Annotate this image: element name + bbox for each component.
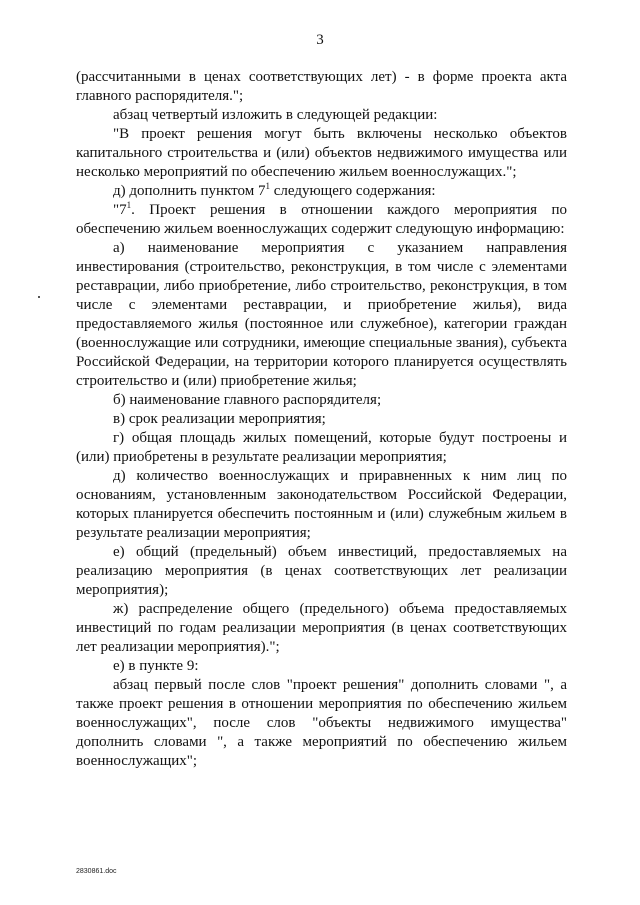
- paragraph-abzac-fourth: абзац четвертый изложить в следующей редакции:: [113, 107, 438, 123]
- footer-doc-id: 2830861.doc: [76, 868, 117, 875]
- paragraph-item-e-point-9: е) в пункте 9:: [113, 658, 199, 674]
- paragraph-item-b: б) наименование главного распорядителя;: [113, 392, 382, 408]
- clause-7-1-number: "7: [113, 202, 127, 218]
- paragraph-abzac-first: абзац первый после слов "проект решения" дополнить словами ", а также проект решения в отношении мероприятия по обеспечению жильем военнослужащих", после слов "объекты недвижимого имущества" дополнить словами ", а также мероприятий по обеспечению жильем военнослужащих";: [76, 677, 567, 769]
- paragraph-item-zh: ж) распределение общего (предельного) объема предоставляемых инвестиций по годам реализации мероприятия (в ценах соответствующих лет реализации мероприятия).";: [76, 601, 567, 655]
- superscript-1: 1: [265, 181, 270, 191]
- superscript-1: 1: [126, 200, 132, 210]
- paragraph-clause-7-1: [76, 201, 567, 239]
- paragraph-item-d-count: д) количество военнослужащих и приравненных к ним лиц по основаниям, установленным законодательством Российской Федерации, которых планируется обеспечить постоянным и (или) служебным жильем в результате реализации мероприятия;: [76, 468, 567, 541]
- item-d-text: д) дополнить пунктом 7: [113, 183, 266, 199]
- paragraph-item-a: а) наименование мероприятия с указанием направления инвестирования (строительство, реконструкция, в том числе с элементами реставрации, либо приобретение, либо строительство, реконструкция, в том числе с элементами реставрации, и приобретение жилья), вида предоставляемого жилья (постоянное или служебное), категории граждан (военнослужащие или сотрудники, имеющие специальные звания), субъекта Российской Федерации, на территории которого планируется осуществлять строительство и (или) приобретение жилья;: [76, 240, 567, 389]
- paragraph-item-v: в) срок реализации мероприятия;: [113, 411, 326, 427]
- document-body: [76, 68, 567, 771]
- item-d-text-end: следующего содержания:: [269, 183, 436, 199]
- paragraph-quoted-project: "В проект решения могут быть включены несколько объектов капитального строительства и (или) объектов недвижимого имущества или несколько мероприятий по обеспечению жильем военнослужащих.";: [76, 126, 567, 180]
- paragraph-item-e: е) общий (предельный) объем инвестиций, предоставляемых на реализацию мероприятия (в ценах соответствующих лет реализации мероприятия);: [76, 544, 567, 598]
- clause-7-1-text: . Проект решения в отношении каждого мероприятия по обеспечению жильем военнослужащих содержит следующую информацию:: [76, 202, 567, 237]
- page-number: 3: [316, 32, 324, 48]
- paragraph-item-g: г) общая площадь жилых помещений, которые будут построены и (или) приобретены в результате реализации мероприятия;: [76, 430, 567, 465]
- paragraph-item-d: [76, 182, 567, 201]
- paragraph-continuation: (рассчитанными в ценах соответствующих лет) - в форме проекта акта главного распорядителя.";: [76, 69, 567, 104]
- margin-dot: [38, 296, 40, 298]
